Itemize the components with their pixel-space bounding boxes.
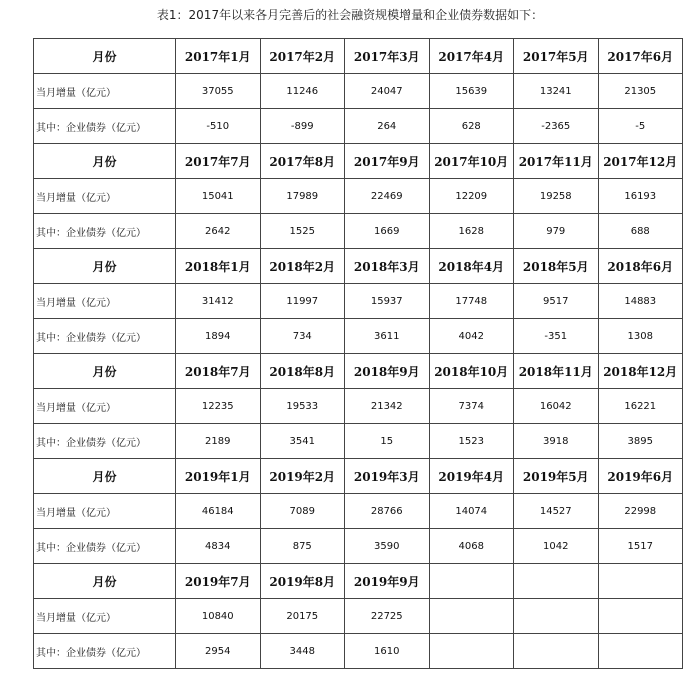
row-label-bonds: 其中：企业债券（亿元） [34,529,176,564]
total-value-cell: 19533 [260,389,345,424]
month-header-label: 月份 [34,459,176,494]
total-value-cell: 21305 [598,74,683,109]
month-header-row [34,249,683,284]
bond-value-cell: 1308 [598,319,683,354]
bond-value-cell: 2189 [176,424,261,459]
total-value-cell: 13241 [514,74,599,109]
month-header-cell: 2017年9月 [345,144,430,179]
bond-value-cell: 3611 [345,319,430,354]
month-header-row [34,144,683,179]
month-header-cell: 2019年7月 [176,564,261,599]
month-header-cell: 2018年8月 [260,354,345,389]
month-header-cell: 2017年10月 [429,144,514,179]
row-label-total: 当月增量（亿元） [34,74,176,109]
bond-value-cell: 1042 [514,529,599,564]
month-header-label: 月份 [34,39,176,74]
month-header-cell: 2017年3月 [345,39,430,74]
table-body [34,39,683,669]
row-label-bonds: 其中：企业债券（亿元） [34,109,176,144]
bond-value-cell: 3918 [514,424,599,459]
total-value-cell: 31412 [176,284,261,319]
corporate-bond-row [34,529,683,564]
month-header-label: 月份 [34,564,176,599]
bond-value-cell: 979 [514,214,599,249]
bond-value-cell: 1610 [345,634,430,669]
month-header-cell: 2018年1月 [176,249,261,284]
bond-value-cell: 1669 [345,214,430,249]
table-caption: 表1：2017年以来各月完善后的社会融资规模增量和企业债券数据如下： [156,8,544,22]
total-value-cell: 12235 [176,389,261,424]
total-value-cell: 11997 [260,284,345,319]
total-value-cell: 14527 [514,494,599,529]
corporate-bond-row [34,634,683,669]
month-header-cell [514,564,599,599]
bond-value-cell: 1894 [176,319,261,354]
row-label-total: 当月增量（亿元） [34,284,176,319]
bond-value-cell: 4834 [176,529,261,564]
month-header-cell [429,564,514,599]
month-header-cell: 2017年4月 [429,39,514,74]
total-value-cell: 7374 [429,389,514,424]
total-value-cell: 11246 [260,74,345,109]
total-value-cell: 21342 [345,389,430,424]
total-value-cell [514,599,599,634]
total-value-cell: 22725 [345,599,430,634]
bond-value-cell: 1517 [598,529,683,564]
month-header-cell: 2017年1月 [176,39,261,74]
total-value-cell: 15041 [176,179,261,214]
row-label-total: 当月增量（亿元） [34,494,176,529]
month-header-cell: 2018年3月 [345,249,430,284]
corporate-bond-row [34,109,683,144]
bond-value-cell: -351 [514,319,599,354]
month-header-cell: 2017年8月 [260,144,345,179]
total-value-cell: 22998 [598,494,683,529]
bond-value-cell [598,634,683,669]
month-header-cell: 2018年11月 [514,354,599,389]
bond-value-cell: 4042 [429,319,514,354]
bond-value-cell: -899 [260,109,345,144]
month-header-cell: 2017年5月 [514,39,599,74]
month-header-cell: 2018年5月 [514,249,599,284]
month-header-cell: 2018年4月 [429,249,514,284]
bond-value-cell: 2642 [176,214,261,249]
month-header-cell: 2017年6月 [598,39,683,74]
month-header-row [34,354,683,389]
bond-value-cell: -5 [598,109,683,144]
total-value-cell: 7089 [260,494,345,529]
total-value-cell: 16221 [598,389,683,424]
month-header-cell: 2019年9月 [345,564,430,599]
month-header-cell: 2019年6月 [598,459,683,494]
total-value-cell: 28766 [345,494,430,529]
month-header-cell: 2018年12月 [598,354,683,389]
month-header-cell [598,564,683,599]
total-value-cell: 10840 [176,599,261,634]
month-header-row [34,459,683,494]
total-increment-row [34,284,683,319]
total-value-cell: 16042 [514,389,599,424]
month-header-cell: 2018年9月 [345,354,430,389]
row-label-bonds: 其中：企业债券（亿元） [34,634,176,669]
bond-value-cell: 4068 [429,529,514,564]
total-value-cell: 19258 [514,179,599,214]
total-value-cell: 37055 [176,74,261,109]
total-increment-row [34,74,683,109]
corporate-bond-row [34,214,683,249]
month-header-cell: 2019年5月 [514,459,599,494]
total-value-cell [598,599,683,634]
bond-value-cell: 1523 [429,424,514,459]
total-value-cell: 46184 [176,494,261,529]
total-value-cell: 15639 [429,74,514,109]
bond-value-cell [429,634,514,669]
month-header-label: 月份 [34,249,176,284]
month-header-label: 月份 [34,144,176,179]
month-header-cell: 2019年8月 [260,564,345,599]
bond-value-cell: 1628 [429,214,514,249]
corporate-bond-row [34,319,683,354]
bond-value-cell [514,634,599,669]
total-increment-row [34,179,683,214]
total-value-cell: 14883 [598,284,683,319]
row-label-total: 当月增量（亿元） [34,179,176,214]
total-increment-row [34,389,683,424]
bond-value-cell: 3541 [260,424,345,459]
month-header-label: 月份 [34,354,176,389]
row-label-bonds: 其中：企业债券（亿元） [34,424,176,459]
total-value-cell: 24047 [345,74,430,109]
row-label-total: 当月增量（亿元） [34,599,176,634]
bond-value-cell: 1525 [260,214,345,249]
month-header-cell: 2019年4月 [429,459,514,494]
bond-value-cell: -510 [176,109,261,144]
bond-value-cell: 3590 [345,529,430,564]
bond-value-cell: -2365 [514,109,599,144]
month-header-row [34,564,683,599]
total-value-cell: 22469 [345,179,430,214]
total-increment-row [34,494,683,529]
month-header-cell: 2018年6月 [598,249,683,284]
corporate-bond-row [34,424,683,459]
bond-value-cell: 2954 [176,634,261,669]
month-header-cell: 2018年2月 [260,249,345,284]
bond-value-cell: 3448 [260,634,345,669]
month-header-row [34,39,683,74]
total-value-cell: 15937 [345,284,430,319]
bond-value-cell: 3895 [598,424,683,459]
bond-value-cell: 15 [345,424,430,459]
month-header-cell: 2018年10月 [429,354,514,389]
total-value-cell: 12209 [429,179,514,214]
total-value-cell: 20175 [260,599,345,634]
total-increment-row [34,599,683,634]
month-header-cell: 2019年2月 [260,459,345,494]
financing-data-table [33,38,683,669]
total-value-cell: 9517 [514,284,599,319]
month-header-cell: 2017年12月 [598,144,683,179]
month-header-cell: 2018年7月 [176,354,261,389]
row-label-bonds: 其中：企业债券（亿元） [34,319,176,354]
month-header-cell: 2019年3月 [345,459,430,494]
total-value-cell: 17989 [260,179,345,214]
bond-value-cell: 264 [345,109,430,144]
month-header-cell: 2017年7月 [176,144,261,179]
total-value-cell: 14074 [429,494,514,529]
total-value-cell: 17748 [429,284,514,319]
bond-value-cell: 688 [598,214,683,249]
bond-value-cell: 628 [429,109,514,144]
total-value-cell: 16193 [598,179,683,214]
row-label-bonds: 其中：企业债券（亿元） [34,214,176,249]
month-header-cell: 2017年11月 [514,144,599,179]
month-header-cell: 2017年2月 [260,39,345,74]
row-label-total: 当月增量（亿元） [34,389,176,424]
month-header-cell: 2019年1月 [176,459,261,494]
bond-value-cell: 875 [260,529,345,564]
bond-value-cell: 734 [260,319,345,354]
total-value-cell [429,599,514,634]
